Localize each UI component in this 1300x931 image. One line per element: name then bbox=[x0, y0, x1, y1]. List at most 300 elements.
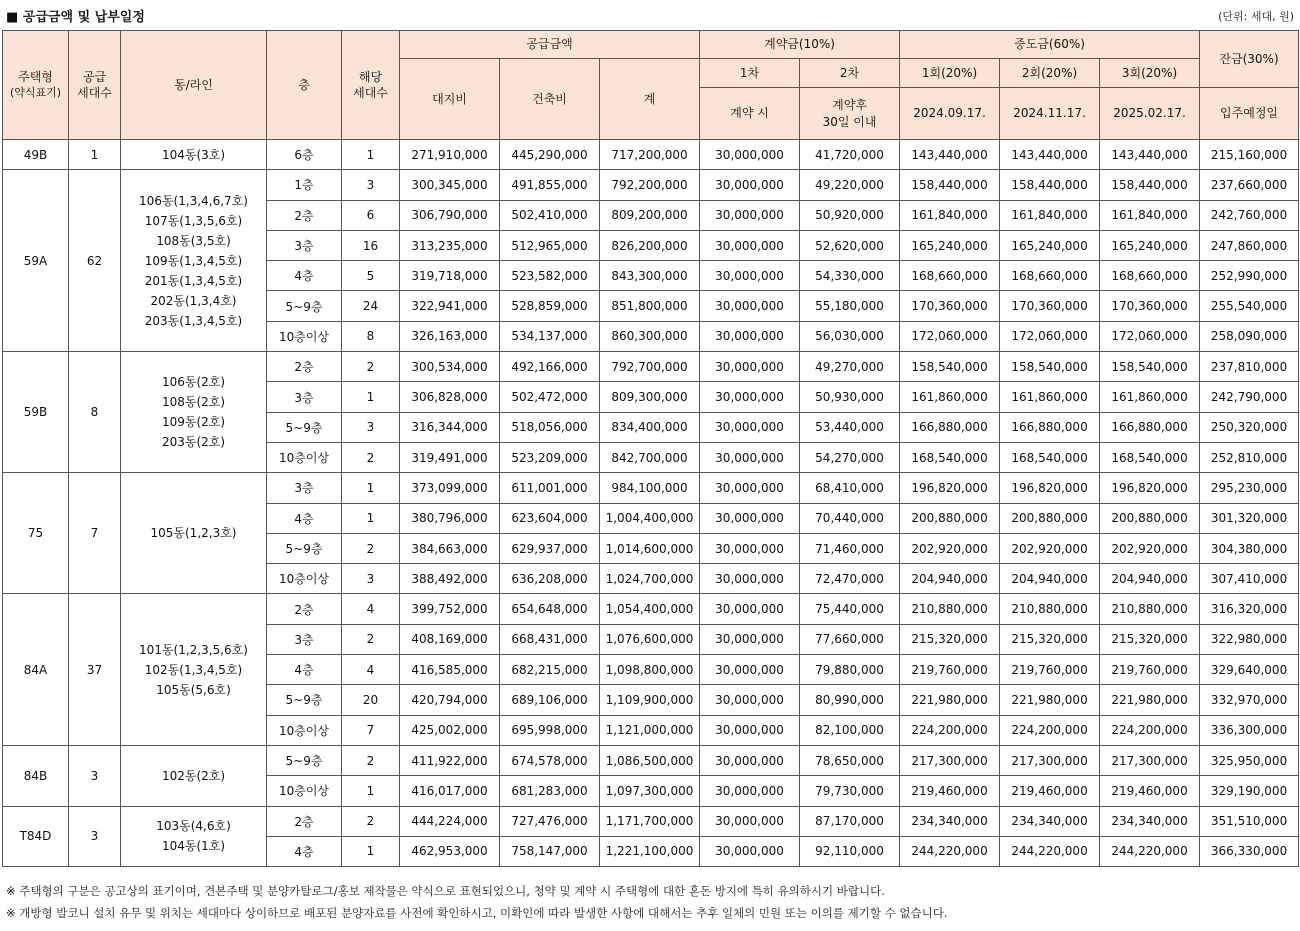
units-cell: 2 bbox=[342, 745, 400, 775]
m2-cell: 217,300,000 bbox=[1000, 745, 1100, 775]
c1-cell: 30,000,000 bbox=[700, 442, 800, 472]
m1-cell: 202,920,000 bbox=[900, 533, 1000, 563]
units-cell: 1 bbox=[342, 140, 400, 170]
header-m2: 2회(20%) bbox=[1000, 59, 1100, 88]
m1-cell: 200,880,000 bbox=[900, 503, 1000, 533]
dong-cell: 104동(3호) bbox=[121, 140, 267, 170]
total-cell: 1,076,600,000 bbox=[600, 624, 700, 654]
units-cell: 2 bbox=[342, 806, 400, 836]
c2-cell: 87,170,000 bbox=[800, 806, 900, 836]
floor-cell: 3층 bbox=[267, 624, 342, 654]
header-c2-sub-line2: 30일 이내 bbox=[822, 114, 877, 129]
m3-cell: 217,300,000 bbox=[1100, 745, 1200, 775]
building-cell: 636,208,000 bbox=[500, 564, 600, 594]
m2-cell: 158,540,000 bbox=[1000, 352, 1100, 382]
note-2: ※ 개방형 발코니 설치 유무 및 위치는 세대마다 상이하므로 배포된 분양자료를 사전에 확인하시고, 미확인에 따라 발생한 사항에 대해서는 추후 일체의 민원 또는 이의를 제기할 수 없습니다. bbox=[6, 906, 948, 920]
land-cell: 462,953,000 bbox=[400, 836, 500, 866]
building-cell: 654,648,000 bbox=[500, 594, 600, 624]
dong-cell: 101동(1,2,3,5,6호) 102동(1,3,4,5호) 105동(5,6호) bbox=[121, 594, 267, 745]
m2-cell: 161,840,000 bbox=[1000, 200, 1100, 230]
m2-cell: 200,880,000 bbox=[1000, 503, 1100, 533]
building-cell: 518,056,000 bbox=[500, 412, 600, 442]
c1-cell: 30,000,000 bbox=[700, 655, 800, 685]
c1-cell: 30,000,000 bbox=[700, 715, 800, 745]
c1-cell: 30,000,000 bbox=[700, 685, 800, 715]
land-cell: 380,796,000 bbox=[400, 503, 500, 533]
m3-cell: 221,980,000 bbox=[1100, 685, 1200, 715]
section-title: ■ 공급금액 및 납부일정 bbox=[6, 10, 145, 25]
bal-cell: 242,790,000 bbox=[1200, 382, 1299, 412]
supply-cell: 3 bbox=[69, 745, 121, 806]
m2-cell: 219,460,000 bbox=[1000, 776, 1100, 806]
table-row bbox=[3, 473, 1299, 503]
land-cell: 306,828,000 bbox=[400, 382, 500, 412]
c1-cell: 30,000,000 bbox=[700, 776, 800, 806]
bal-cell: 329,640,000 bbox=[1200, 655, 1299, 685]
m1-cell: 196,820,000 bbox=[900, 473, 1000, 503]
header-land: 대지비 bbox=[400, 59, 500, 140]
m1-cell: 219,760,000 bbox=[900, 655, 1000, 685]
building-cell: 502,472,000 bbox=[500, 382, 600, 412]
m3-cell: 219,760,000 bbox=[1100, 655, 1200, 685]
land-cell: 319,718,000 bbox=[400, 261, 500, 291]
bal-cell: 325,950,000 bbox=[1200, 745, 1299, 775]
c2-cell: 72,470,000 bbox=[800, 564, 900, 594]
bal-cell: 301,320,000 bbox=[1200, 503, 1299, 533]
table-body bbox=[3, 140, 1299, 867]
header-building: 건축비 bbox=[500, 59, 600, 140]
type-cell: 59B bbox=[3, 352, 69, 473]
price-table bbox=[2, 30, 1299, 867]
m1-cell: 165,240,000 bbox=[900, 230, 1000, 260]
m3-cell: 210,880,000 bbox=[1100, 594, 1200, 624]
m3-cell: 158,440,000 bbox=[1100, 170, 1200, 200]
table-row bbox=[3, 806, 1299, 836]
m3-cell: 234,340,000 bbox=[1100, 806, 1200, 836]
dong-cell: 102동(2호) bbox=[121, 745, 267, 806]
total-cell: 809,200,000 bbox=[600, 200, 700, 230]
bal-cell: 351,510,000 bbox=[1200, 806, 1299, 836]
unit-label: (단위: 세대, 원) bbox=[1218, 10, 1294, 23]
m1-cell: 168,540,000 bbox=[900, 442, 1000, 472]
c1-cell: 30,000,000 bbox=[700, 200, 800, 230]
building-cell: 534,137,000 bbox=[500, 321, 600, 351]
building-cell: 668,431,000 bbox=[500, 624, 600, 654]
header-m3: 3회(20%) bbox=[1100, 59, 1200, 88]
c2-cell: 92,110,000 bbox=[800, 836, 900, 866]
land-cell: 319,491,000 bbox=[400, 442, 500, 472]
floor-cell: 2층 bbox=[267, 352, 342, 382]
c1-cell: 30,000,000 bbox=[700, 140, 800, 170]
m1-cell: 244,220,000 bbox=[900, 836, 1000, 866]
land-cell: 399,752,000 bbox=[400, 594, 500, 624]
bal-cell: 247,860,000 bbox=[1200, 230, 1299, 260]
total-cell: 842,700,000 bbox=[600, 442, 700, 472]
units-cell: 2 bbox=[342, 352, 400, 382]
floor-cell: 3층 bbox=[267, 382, 342, 412]
total-cell: 1,221,100,000 bbox=[600, 836, 700, 866]
c1-cell: 30,000,000 bbox=[700, 533, 800, 563]
m1-cell: 215,320,000 bbox=[900, 624, 1000, 654]
c1-cell: 30,000,000 bbox=[700, 594, 800, 624]
bal-cell: 252,990,000 bbox=[1200, 261, 1299, 291]
floor-cell: 2층 bbox=[267, 200, 342, 230]
floor-cell: 4층 bbox=[267, 836, 342, 866]
land-cell: 373,099,000 bbox=[400, 473, 500, 503]
units-cell: 3 bbox=[342, 412, 400, 442]
header-m2-date: 2024.11.17. bbox=[1000, 88, 1100, 140]
total-cell: 1,109,900,000 bbox=[600, 685, 700, 715]
floor-cell: 1층 bbox=[267, 170, 342, 200]
c1-cell: 30,000,000 bbox=[700, 261, 800, 291]
m1-cell: 210,880,000 bbox=[900, 594, 1000, 624]
c2-cell: 49,220,000 bbox=[800, 170, 900, 200]
m2-cell: 234,340,000 bbox=[1000, 806, 1100, 836]
units-cell: 3 bbox=[342, 170, 400, 200]
dong-cell: 106동(1,3,4,6,7호) 107동(1,3,5,6호) 108동(3,5호) 109동(1,3,4,5호) 201동(1,3,4,5호) 202동(1,3,4호) 203동(1,3,4,5호) bbox=[121, 170, 267, 352]
floor-cell: 10층이상 bbox=[267, 321, 342, 351]
total-cell: 843,300,000 bbox=[600, 261, 700, 291]
floor-cell: 3층 bbox=[267, 230, 342, 260]
floor-cell: 10층이상 bbox=[267, 776, 342, 806]
m1-cell: 161,860,000 bbox=[900, 382, 1000, 412]
building-cell: 689,106,000 bbox=[500, 685, 600, 715]
c1-cell: 30,000,000 bbox=[700, 503, 800, 533]
floor-cell: 4층 bbox=[267, 261, 342, 291]
c2-cell: 77,660,000 bbox=[800, 624, 900, 654]
header-type bbox=[3, 31, 69, 140]
floor-cell: 6층 bbox=[267, 140, 342, 170]
m3-cell: 143,440,000 bbox=[1100, 140, 1200, 170]
supply-cell: 1 bbox=[69, 140, 121, 170]
dong-cell: 105동(1,2,3호) bbox=[121, 473, 267, 594]
c1-cell: 30,000,000 bbox=[700, 321, 800, 351]
land-cell: 408,169,000 bbox=[400, 624, 500, 654]
units-cell: 24 bbox=[342, 291, 400, 321]
header-total: 계 bbox=[600, 59, 700, 140]
floor-cell: 2층 bbox=[267, 594, 342, 624]
m1-cell: 204,940,000 bbox=[900, 564, 1000, 594]
c1-cell: 30,000,000 bbox=[700, 170, 800, 200]
m3-cell: 224,200,000 bbox=[1100, 715, 1200, 745]
bal-cell: 322,980,000 bbox=[1200, 624, 1299, 654]
m3-cell: 168,660,000 bbox=[1100, 261, 1200, 291]
land-cell: 388,492,000 bbox=[400, 564, 500, 594]
m1-cell: 234,340,000 bbox=[900, 806, 1000, 836]
table-row bbox=[3, 170, 1299, 200]
m1-cell: 224,200,000 bbox=[900, 715, 1000, 745]
units-cell: 2 bbox=[342, 442, 400, 472]
c2-cell: 41,720,000 bbox=[800, 140, 900, 170]
bal-cell: 316,320,000 bbox=[1200, 594, 1299, 624]
floor-cell: 5~9층 bbox=[267, 291, 342, 321]
building-cell: 512,965,000 bbox=[500, 230, 600, 260]
bal-cell: 252,810,000 bbox=[1200, 442, 1299, 472]
floor-cell: 4층 bbox=[267, 655, 342, 685]
units-cell: 2 bbox=[342, 533, 400, 563]
header-balance-sub: 입주예정일 bbox=[1200, 88, 1299, 140]
floor-cell: 3층 bbox=[267, 473, 342, 503]
building-cell: 629,937,000 bbox=[500, 533, 600, 563]
land-cell: 313,235,000 bbox=[400, 230, 500, 260]
bal-cell: 304,380,000 bbox=[1200, 533, 1299, 563]
m1-cell: 158,540,000 bbox=[900, 352, 1000, 382]
m3-cell: 161,860,000 bbox=[1100, 382, 1200, 412]
header-c1-sub: 계약 시 bbox=[700, 88, 800, 140]
floor-cell: 5~9층 bbox=[267, 745, 342, 775]
units-cell: 6 bbox=[342, 200, 400, 230]
land-cell: 416,017,000 bbox=[400, 776, 500, 806]
type-cell: 84B bbox=[3, 745, 69, 806]
table-row bbox=[3, 745, 1299, 775]
m2-cell: 161,860,000 bbox=[1000, 382, 1100, 412]
c1-cell: 30,000,000 bbox=[700, 745, 800, 775]
units-cell: 1 bbox=[342, 776, 400, 806]
land-cell: 411,922,000 bbox=[400, 745, 500, 775]
total-cell: 1,097,300,000 bbox=[600, 776, 700, 806]
bal-cell: 250,320,000 bbox=[1200, 412, 1299, 442]
total-cell: 834,400,000 bbox=[600, 412, 700, 442]
header-supply-label: 공급 bbox=[82, 69, 107, 84]
header-units-label2: 세대수 bbox=[353, 86, 388, 100]
bal-cell: 295,230,000 bbox=[1200, 473, 1299, 503]
m3-cell: 158,540,000 bbox=[1100, 352, 1200, 382]
m2-cell: 210,880,000 bbox=[1000, 594, 1100, 624]
units-cell: 7 bbox=[342, 715, 400, 745]
c2-cell: 50,920,000 bbox=[800, 200, 900, 230]
type-cell: 75 bbox=[3, 473, 69, 594]
header-supply bbox=[69, 31, 121, 140]
units-cell: 3 bbox=[342, 564, 400, 594]
building-cell: 681,283,000 bbox=[500, 776, 600, 806]
c1-cell: 30,000,000 bbox=[700, 352, 800, 382]
m3-cell: 200,880,000 bbox=[1100, 503, 1200, 533]
floor-cell: 10층이상 bbox=[267, 442, 342, 472]
m1-cell: 217,300,000 bbox=[900, 745, 1000, 775]
c2-cell: 53,440,000 bbox=[800, 412, 900, 442]
table-row bbox=[3, 140, 1299, 170]
header-supply-label2: 세대수 bbox=[77, 86, 112, 100]
total-cell: 1,014,600,000 bbox=[600, 533, 700, 563]
header-amount: 공급금액 bbox=[400, 31, 700, 59]
floor-cell: 4층 bbox=[267, 503, 342, 533]
m3-cell: 166,880,000 bbox=[1100, 412, 1200, 442]
m2-cell: 170,360,000 bbox=[1000, 291, 1100, 321]
total-cell: 792,700,000 bbox=[600, 352, 700, 382]
bal-cell: 366,330,000 bbox=[1200, 836, 1299, 866]
supply-cell: 3 bbox=[69, 806, 121, 867]
c2-cell: 54,270,000 bbox=[800, 442, 900, 472]
m3-cell: 215,320,000 bbox=[1100, 624, 1200, 654]
units-cell: 20 bbox=[342, 685, 400, 715]
m3-cell: 161,840,000 bbox=[1100, 200, 1200, 230]
supply-cell: 37 bbox=[69, 594, 121, 745]
m2-cell: 202,920,000 bbox=[1000, 533, 1100, 563]
m2-cell: 158,440,000 bbox=[1000, 170, 1100, 200]
units-cell: 5 bbox=[342, 261, 400, 291]
m2-cell: 215,320,000 bbox=[1000, 624, 1100, 654]
header-floor: 층 bbox=[267, 31, 342, 140]
floor-cell: 2층 bbox=[267, 806, 342, 836]
header-c2-sub bbox=[800, 88, 900, 140]
m2-cell: 219,760,000 bbox=[1000, 655, 1100, 685]
total-cell: 1,054,400,000 bbox=[600, 594, 700, 624]
c1-cell: 30,000,000 bbox=[700, 836, 800, 866]
floor-cell: 5~9층 bbox=[267, 685, 342, 715]
m3-cell: 219,460,000 bbox=[1100, 776, 1200, 806]
total-cell: 1,171,700,000 bbox=[600, 806, 700, 836]
land-cell: 420,794,000 bbox=[400, 685, 500, 715]
land-cell: 416,585,000 bbox=[400, 655, 500, 685]
c2-cell: 52,620,000 bbox=[800, 230, 900, 260]
units-cell: 4 bbox=[342, 655, 400, 685]
units-cell: 1 bbox=[342, 473, 400, 503]
building-cell: 727,476,000 bbox=[500, 806, 600, 836]
m3-cell: 170,360,000 bbox=[1100, 291, 1200, 321]
units-cell: 4 bbox=[342, 594, 400, 624]
header-m3-date: 2025.02.17. bbox=[1100, 88, 1200, 140]
floor-cell: 5~9층 bbox=[267, 533, 342, 563]
c2-cell: 70,440,000 bbox=[800, 503, 900, 533]
floor-cell: 10층이상 bbox=[267, 564, 342, 594]
building-cell: 502,410,000 bbox=[500, 200, 600, 230]
table-row bbox=[3, 594, 1299, 624]
total-cell: 1,086,500,000 bbox=[600, 745, 700, 775]
total-cell: 1,098,800,000 bbox=[600, 655, 700, 685]
c1-cell: 30,000,000 bbox=[700, 291, 800, 321]
m3-cell: 244,220,000 bbox=[1100, 836, 1200, 866]
units-cell: 2 bbox=[342, 624, 400, 654]
supply-cell: 62 bbox=[69, 170, 121, 352]
m1-cell: 221,980,000 bbox=[900, 685, 1000, 715]
m1-cell: 170,360,000 bbox=[900, 291, 1000, 321]
total-cell: 717,200,000 bbox=[600, 140, 700, 170]
total-cell: 860,300,000 bbox=[600, 321, 700, 351]
c2-cell: 79,880,000 bbox=[800, 655, 900, 685]
header-m1: 1회(20%) bbox=[900, 59, 1000, 88]
header-c2-sub-line1: 계약후 bbox=[832, 98, 867, 113]
building-cell: 695,998,000 bbox=[500, 715, 600, 745]
m1-cell: 219,460,000 bbox=[900, 776, 1000, 806]
dong-cell: 106동(2호) 108동(2호) 109동(2호) 203동(2호) bbox=[121, 352, 267, 473]
header-m1-date: 2024.09.17. bbox=[900, 88, 1000, 140]
supply-cell: 7 bbox=[69, 473, 121, 594]
m2-cell: 168,540,000 bbox=[1000, 442, 1100, 472]
bal-cell: 258,090,000 bbox=[1200, 321, 1299, 351]
building-cell: 611,001,000 bbox=[500, 473, 600, 503]
header-middle: 중도금(60%) bbox=[900, 31, 1200, 59]
land-cell: 316,344,000 bbox=[400, 412, 500, 442]
table-row bbox=[3, 352, 1299, 382]
header-dong: 동/라인 bbox=[121, 31, 267, 140]
bal-cell: 215,160,000 bbox=[1200, 140, 1299, 170]
c2-cell: 80,990,000 bbox=[800, 685, 900, 715]
m1-cell: 168,660,000 bbox=[900, 261, 1000, 291]
header-units bbox=[342, 31, 400, 140]
supply-cell: 8 bbox=[69, 352, 121, 473]
total-cell: 984,100,000 bbox=[600, 473, 700, 503]
total-cell: 809,300,000 bbox=[600, 382, 700, 412]
land-cell: 326,163,000 bbox=[400, 321, 500, 351]
c1-cell: 30,000,000 bbox=[700, 382, 800, 412]
m1-cell: 161,840,000 bbox=[900, 200, 1000, 230]
m3-cell: 172,060,000 bbox=[1100, 321, 1200, 351]
bal-cell: 242,760,000 bbox=[1200, 200, 1299, 230]
c2-cell: 68,410,000 bbox=[800, 473, 900, 503]
header-type-label: 주택형 bbox=[18, 70, 53, 85]
c1-cell: 30,000,000 bbox=[700, 473, 800, 503]
m2-cell: 224,200,000 bbox=[1000, 715, 1100, 745]
building-cell: 523,209,000 bbox=[500, 442, 600, 472]
bal-cell: 329,190,000 bbox=[1200, 776, 1299, 806]
bal-cell: 332,970,000 bbox=[1200, 685, 1299, 715]
c1-cell: 30,000,000 bbox=[700, 624, 800, 654]
bal-cell: 336,300,000 bbox=[1200, 715, 1299, 745]
m2-cell: 196,820,000 bbox=[1000, 473, 1100, 503]
m3-cell: 165,240,000 bbox=[1100, 230, 1200, 260]
title-row bbox=[6, 6, 1294, 26]
c2-cell: 49,270,000 bbox=[800, 352, 900, 382]
m2-cell: 143,440,000 bbox=[1000, 140, 1100, 170]
m2-cell: 244,220,000 bbox=[1000, 836, 1100, 866]
c2-cell: 75,440,000 bbox=[800, 594, 900, 624]
c2-cell: 79,730,000 bbox=[800, 776, 900, 806]
header-c2: 2차 bbox=[800, 59, 900, 88]
units-cell: 16 bbox=[342, 230, 400, 260]
building-cell: 682,215,000 bbox=[500, 655, 600, 685]
m2-cell: 204,940,000 bbox=[1000, 564, 1100, 594]
m3-cell: 168,540,000 bbox=[1100, 442, 1200, 472]
bal-cell: 237,660,000 bbox=[1200, 170, 1299, 200]
m2-cell: 168,660,000 bbox=[1000, 261, 1100, 291]
header-contract: 계약금(10%) bbox=[700, 31, 900, 59]
type-cell: 59A bbox=[3, 170, 69, 352]
total-cell: 792,200,000 bbox=[600, 170, 700, 200]
land-cell: 271,910,000 bbox=[400, 140, 500, 170]
table-header bbox=[3, 31, 1299, 140]
header-balance: 잔금(30%) bbox=[1200, 31, 1299, 88]
units-cell: 1 bbox=[342, 503, 400, 533]
m3-cell: 196,820,000 bbox=[1100, 473, 1200, 503]
c2-cell: 71,460,000 bbox=[800, 533, 900, 563]
land-cell: 384,663,000 bbox=[400, 533, 500, 563]
m2-cell: 221,980,000 bbox=[1000, 685, 1100, 715]
bal-cell: 255,540,000 bbox=[1200, 291, 1299, 321]
m2-cell: 165,240,000 bbox=[1000, 230, 1100, 260]
c2-cell: 56,030,000 bbox=[800, 321, 900, 351]
header-c1: 1차 bbox=[700, 59, 800, 88]
land-cell: 300,345,000 bbox=[400, 170, 500, 200]
total-cell: 851,800,000 bbox=[600, 291, 700, 321]
c2-cell: 54,330,000 bbox=[800, 261, 900, 291]
c1-cell: 30,000,000 bbox=[700, 806, 800, 836]
building-cell: 623,604,000 bbox=[500, 503, 600, 533]
units-cell: 8 bbox=[342, 321, 400, 351]
total-cell: 1,004,400,000 bbox=[600, 503, 700, 533]
c2-cell: 55,180,000 bbox=[800, 291, 900, 321]
notes bbox=[6, 880, 1296, 924]
land-cell: 444,224,000 bbox=[400, 806, 500, 836]
building-cell: 445,290,000 bbox=[500, 140, 600, 170]
m1-cell: 143,440,000 bbox=[900, 140, 1000, 170]
c2-cell: 82,100,000 bbox=[800, 715, 900, 745]
building-cell: 523,582,000 bbox=[500, 261, 600, 291]
m1-cell: 166,880,000 bbox=[900, 412, 1000, 442]
floor-cell: 5~9층 bbox=[267, 412, 342, 442]
m1-cell: 158,440,000 bbox=[900, 170, 1000, 200]
building-cell: 758,147,000 bbox=[500, 836, 600, 866]
bal-cell: 237,810,000 bbox=[1200, 352, 1299, 382]
